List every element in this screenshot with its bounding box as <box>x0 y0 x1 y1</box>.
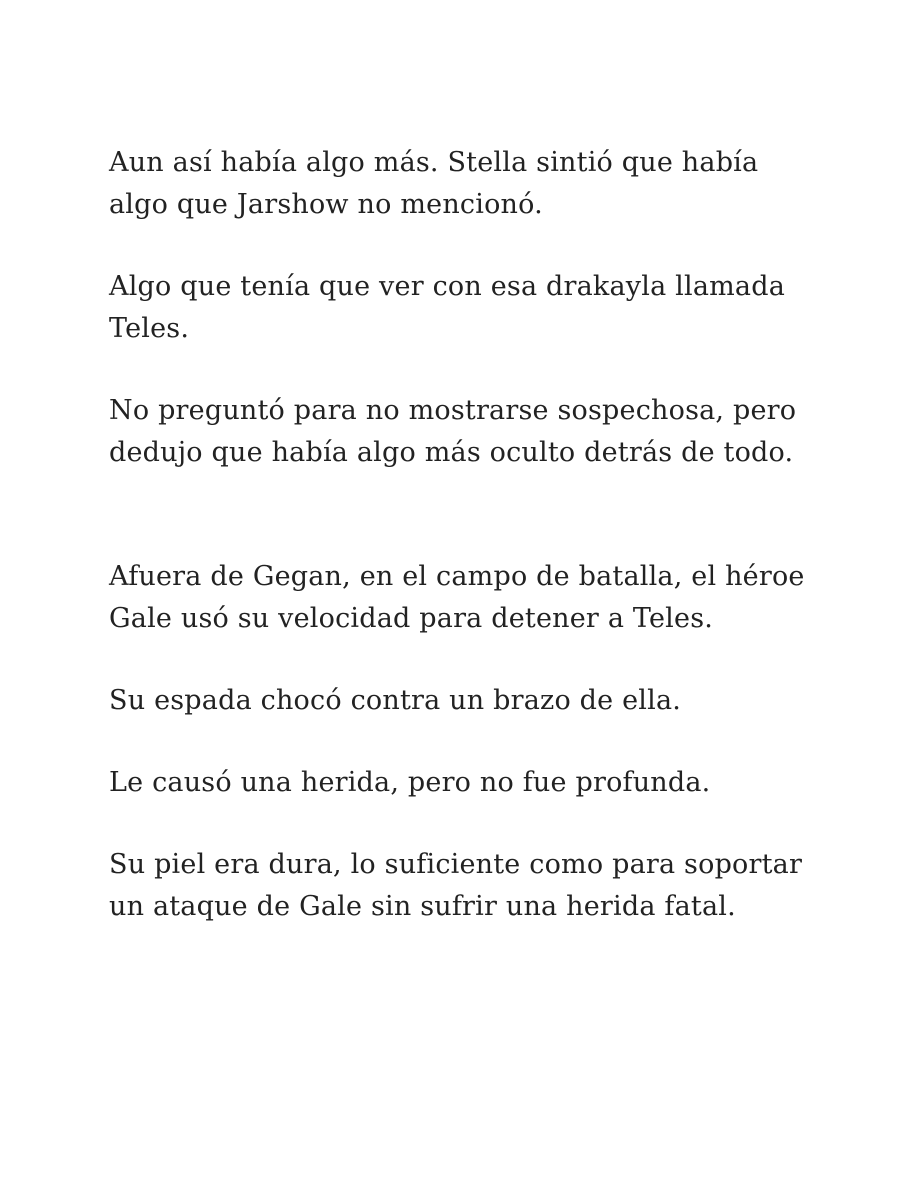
paragraph: Su piel era dura, lo suficiente como para soportar un ataque de Gale sin sufrir una herida fatal. <box>109 849 803 922</box>
paragraph: No preguntó para no mostrarse sospechosa, pero dedujo que había algo más oculto detrás de todo. <box>109 395 797 468</box>
story-text <box>109 142 809 968</box>
paragraph: Afuera de Gegan, en el campo de batalla, el héroe Gale usó su velocidad para detener a Teles. <box>109 561 805 634</box>
paragraph: Aun así había algo más. Stella sintió que había algo que Jarshow no mencionó. <box>109 147 759 220</box>
paragraph: Algo que tenía que ver con esa drakayla llamada Teles. <box>109 271 786 344</box>
paragraph: Le causó una herida, pero no fue profunda. <box>109 767 711 798</box>
paragraph: Su espada chocó contra un brazo de ella. <box>109 685 682 716</box>
